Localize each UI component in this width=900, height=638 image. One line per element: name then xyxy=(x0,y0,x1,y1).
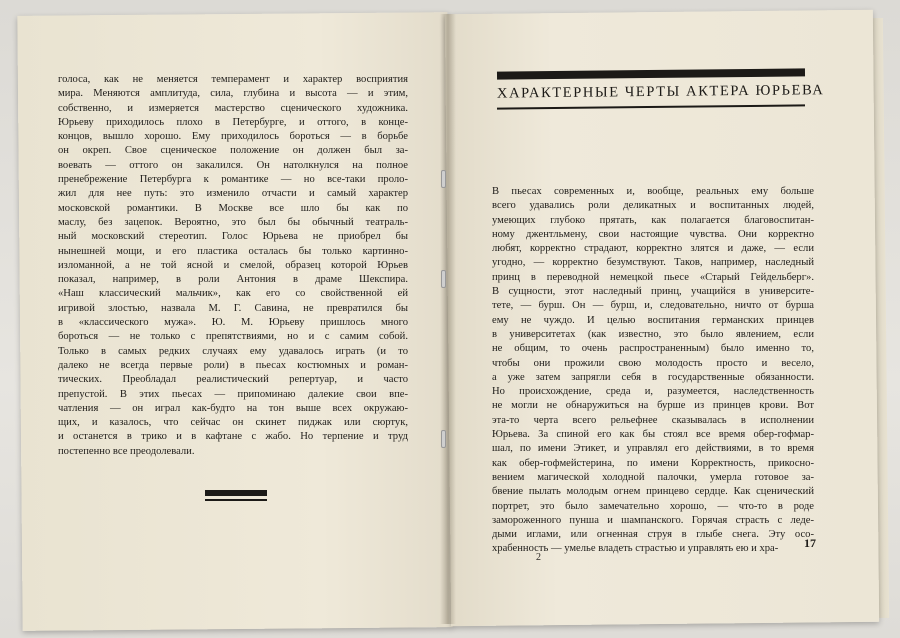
text-line: любят, корректно страдают, корректно злятся и даже, — если xyxy=(492,243,814,255)
text-line: Только в самых редких случаях ему удавалось играть (и то xyxy=(58,345,408,357)
text-line: тических. Преобладал реалистический репертуар, и часто xyxy=(58,374,408,386)
text-line: концов, вышло хорошо. Ему приходилось бороться — в борьбе xyxy=(58,131,408,143)
text-line: а уже затем запрягли себя в государственные обязанности. xyxy=(492,371,814,383)
text-line: показал, например, в роли Антония в драме Шекспира. xyxy=(58,274,408,286)
text-line: в университетах (как известно, это было явлением, если xyxy=(492,328,814,340)
text-line: «Наш классический мальчик», как его со свойственной ей xyxy=(58,288,408,300)
text-line: не могли не обнаружиться на бурше из принцев крови. Вот xyxy=(492,400,814,412)
text-line: Но происхождение, среда и, разумеется, наследственность xyxy=(492,386,814,398)
ornament-thin-rule xyxy=(205,499,267,501)
text-line: постепенно все преодолевали. xyxy=(58,445,195,457)
text-line: нынешней мощи, и его пластика осталась бы только картинно- xyxy=(58,245,408,257)
text-line: тете, — бурш. Он — бурш, и, следовательно, ничто от бурша xyxy=(492,300,814,312)
page-number: 17 xyxy=(804,536,816,550)
text-line: он окреп. Свое сценическое положение он должен был за- xyxy=(58,145,408,157)
text-line: угодно, — корректно безумствуют. Таков, например, наследный xyxy=(492,257,814,269)
text-line: жил для нее путь: это изменило отчасти и самый характер xyxy=(58,188,408,200)
binding-staple xyxy=(441,270,446,288)
text-line: бвение пылать молодым огнем принцево сердце. Как сценический xyxy=(492,486,814,498)
text-line: В пьесах современных и, вообще, реальных ему больше xyxy=(492,186,814,197)
text-line: игривой злостью, назвала М. Г. Савина, не превратился бы xyxy=(58,302,408,314)
chapter-heading: ХАРАКТЕРНЫЕ ЧЕРТЫ АКТЕРА ЮРЬЕВА xyxy=(496,82,825,102)
text-line: Юрьева. За спиной его как бы стоял все время обер-гофмар- xyxy=(492,429,814,441)
text-line: ному джентльмену, свои настоящие чувства. Они корректно xyxy=(492,228,814,240)
text-line: портрет, это было замечательно хорошо, — что-то в роде xyxy=(492,500,814,512)
text-line: собственно, и измеряется мастерство сценического художника. xyxy=(58,102,408,114)
text-line: как обер-гофмейстерина, по имени Корректность, прикосно- xyxy=(492,457,814,469)
text-line: щих, и казалось, что сейчас он скинет пиджак или сюртук, xyxy=(58,417,408,429)
text-line: В сущности, этот наследный принц, учащийся в университе- xyxy=(492,286,814,298)
text-line: пренебрежение Петербурга к романтике — но все-таки проло- xyxy=(58,174,408,186)
text-line: чатления — он играл как-будто на тон выше всех окружаю- xyxy=(58,402,408,414)
text-line: не общим, то очень распространенным) было именно то, xyxy=(492,343,814,355)
text-line: воевать — оттого он закалился. Он натолкнулся на полное xyxy=(58,159,408,171)
text-line: замороженного пунша и шампанского. Горячая страсть с леде- xyxy=(492,514,814,526)
text-line: препустой. В этих пьесах — припоминаю далекие свои впе- xyxy=(58,388,408,400)
text-line: храбенность — умелье владеть страстью и управлять ею и хра- xyxy=(492,543,779,555)
right-page-text xyxy=(492,185,814,557)
text-line: эта-то черта всего рельефнее сказывалась в исполнении xyxy=(492,414,814,426)
binding-staple xyxy=(441,170,446,188)
left-page-text xyxy=(58,73,408,459)
text-line: маслу, без зацепок. Вероятно, это был бы обычный театраль- xyxy=(58,216,408,228)
section-end-ornament xyxy=(205,490,267,501)
book-gutter xyxy=(440,14,456,624)
text-line: голоса, как не меняется темперамент и характер восприятия xyxy=(58,74,408,85)
signature-mark: 2 xyxy=(536,552,541,563)
text-line: ему не чуждо. И целью воспитания германских принцев xyxy=(492,314,814,326)
ornament-thick-rule xyxy=(205,490,267,496)
text-line: бороться — не только с препятствиями, но и с самим собой. xyxy=(58,331,408,343)
text-line: шал, по имени Этикет, и управлял его действиями, в то время xyxy=(492,443,814,455)
text-line: принц в переводной немецкой пьесе «Старый Гейдельберг». xyxy=(492,271,814,283)
text-line: чтобы они прожили свою молодость просто и весело, xyxy=(492,357,814,369)
text-line: изломанной, а не той ясной и смелой, образец которой Юрьев xyxy=(58,259,408,271)
text-line: ный московский стереотип. Голос Юрьева не приобрел бы xyxy=(58,231,408,243)
text-line: дыми иглами, или огненная струя в глыбе снега. Эту осо- xyxy=(492,529,814,541)
text-line: московской романтики. В Москве все шло бы как по xyxy=(58,202,408,214)
binding-staple xyxy=(441,430,446,448)
text-line: далеко не всегда первые роли) в пьесах костюмных и роман- xyxy=(58,359,408,371)
text-line: вением магической холодной палочки, умерла готовое за- xyxy=(492,471,814,483)
text-line: Юрьеву приходилось плохо в Петербурге, и оттого, в конце- xyxy=(58,116,408,128)
text-line: умеющих глубоко прятать, как полагается благовоспитан- xyxy=(492,214,814,226)
text-line: и останется в трико и в кафтане с жабо. Но терпение и труд xyxy=(58,431,408,443)
text-line: всего удавались роли деликатных и воспитанных людей, xyxy=(492,200,814,212)
text-line: мира. Меняются амплитуда, сила, глубина и высота — и этим, xyxy=(58,88,408,100)
text-line: в «классического мужа». Ю. М. Юрьеву пришлось много xyxy=(58,317,408,329)
